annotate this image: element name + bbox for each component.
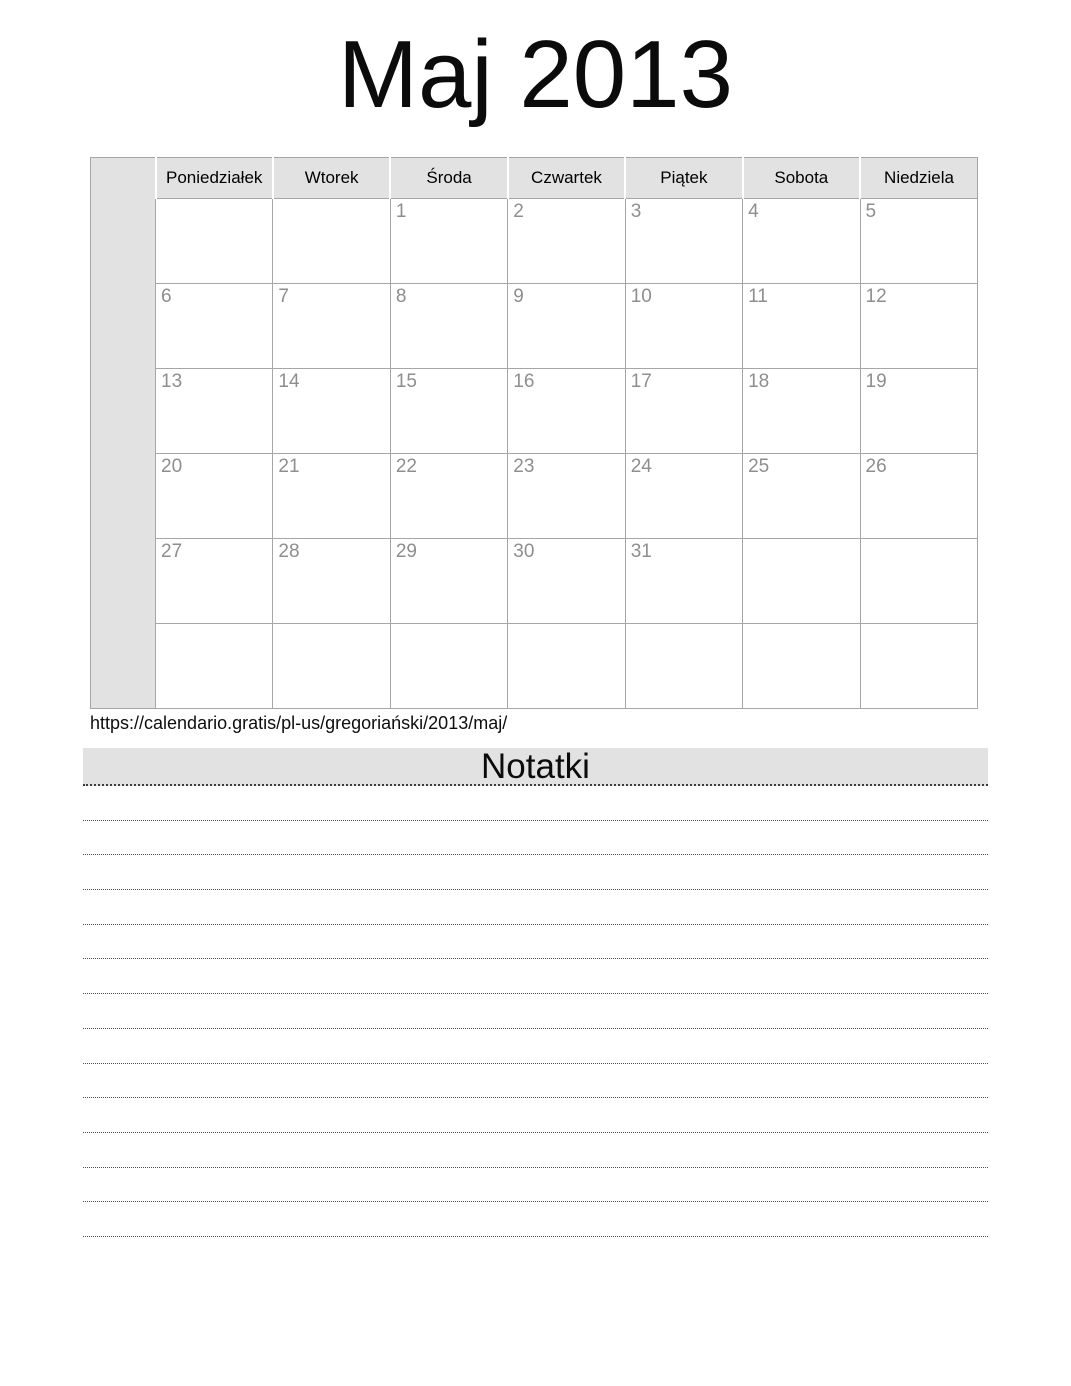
note-rule-line-12 bbox=[83, 1168, 988, 1203]
day-cell-13: 13 bbox=[156, 369, 273, 454]
weekday-header-3: Środa bbox=[390, 158, 507, 199]
week-row-2 bbox=[91, 284, 978, 369]
week-number-column bbox=[91, 158, 156, 709]
day-cell-empty bbox=[508, 624, 625, 709]
note-rule-line-10 bbox=[83, 1098, 988, 1133]
day-cell-empty bbox=[273, 199, 390, 284]
day-cell-11: 11 bbox=[743, 284, 860, 369]
day-cell-10: 10 bbox=[625, 284, 742, 369]
page-title: Maj 2013 bbox=[338, 21, 733, 128]
calendar-table bbox=[90, 157, 978, 709]
day-cell-20: 20 bbox=[156, 454, 273, 539]
note-rule-line-8 bbox=[83, 1029, 988, 1064]
day-cell-empty bbox=[743, 539, 860, 624]
day-cell-empty bbox=[625, 624, 742, 709]
weekday-header-5: Piątek bbox=[625, 158, 742, 199]
day-cell-8: 8 bbox=[390, 284, 507, 369]
weekday-header-4: Czwartek bbox=[508, 158, 625, 199]
day-cell-28: 28 bbox=[273, 539, 390, 624]
day-cell-1: 1 bbox=[390, 199, 507, 284]
note-rule-line-3 bbox=[83, 855, 988, 890]
day-cell-22: 22 bbox=[390, 454, 507, 539]
calendar-table-body bbox=[91, 158, 978, 709]
day-cell-24: 24 bbox=[625, 454, 742, 539]
day-cell-26: 26 bbox=[860, 454, 977, 539]
week-row-1 bbox=[91, 199, 978, 284]
day-cell-9: 9 bbox=[508, 284, 625, 369]
weekday-header-2: Wtorek bbox=[273, 158, 390, 199]
day-cell-4: 4 bbox=[743, 199, 860, 284]
note-rule-line-1 bbox=[83, 786, 988, 821]
week-row-5 bbox=[91, 539, 978, 624]
day-cell-30: 30 bbox=[508, 539, 625, 624]
note-rule-line-7 bbox=[83, 994, 988, 1029]
day-cell-17: 17 bbox=[625, 369, 742, 454]
weekday-header-1: Poniedziałek bbox=[156, 158, 273, 199]
week-row-3 bbox=[91, 369, 978, 454]
day-cell-empty bbox=[860, 624, 977, 709]
note-rule-line-9 bbox=[83, 1064, 988, 1099]
day-cell-empty bbox=[390, 624, 507, 709]
day-cell-21: 21 bbox=[273, 454, 390, 539]
weekday-header-7: Niedziela bbox=[860, 158, 977, 199]
day-cell-18: 18 bbox=[743, 369, 860, 454]
day-cell-7: 7 bbox=[273, 284, 390, 369]
day-cell-23: 23 bbox=[508, 454, 625, 539]
day-cell-27: 27 bbox=[156, 539, 273, 624]
day-cell-16: 16 bbox=[508, 369, 625, 454]
day-cell-12: 12 bbox=[860, 284, 977, 369]
day-cell-15: 15 bbox=[390, 369, 507, 454]
day-cell-empty bbox=[273, 624, 390, 709]
day-cell-29: 29 bbox=[390, 539, 507, 624]
note-rule-line-4 bbox=[83, 890, 988, 925]
day-cell-empty bbox=[156, 624, 273, 709]
day-cell-2: 2 bbox=[508, 199, 625, 284]
day-cell-14: 14 bbox=[273, 369, 390, 454]
source-url: https://calendario.gratis/pl-us/gregoriański/2013/maj/ bbox=[90, 713, 508, 733]
notes-lines bbox=[83, 786, 988, 1237]
day-cell-19: 19 bbox=[860, 369, 977, 454]
notes-header-band bbox=[83, 748, 988, 786]
week-row-6 bbox=[91, 624, 978, 709]
day-cell-5: 5 bbox=[860, 199, 977, 284]
weekday-header-row bbox=[91, 158, 978, 199]
note-rule-line-2 bbox=[83, 821, 988, 856]
notes-title: Notatki bbox=[481, 747, 590, 786]
day-cell-empty bbox=[743, 624, 860, 709]
note-rule-line-13 bbox=[83, 1202, 988, 1237]
day-cell-31: 31 bbox=[625, 539, 742, 624]
day-cell-3: 3 bbox=[625, 199, 742, 284]
day-cell-empty bbox=[860, 539, 977, 624]
calendar bbox=[90, 157, 978, 709]
week-row-4 bbox=[91, 454, 978, 539]
weekday-header-6: Sobota bbox=[743, 158, 860, 199]
note-rule-line-6 bbox=[83, 959, 988, 994]
note-rule-line-5 bbox=[83, 925, 988, 960]
day-cell-empty bbox=[156, 199, 273, 284]
day-cell-25: 25 bbox=[743, 454, 860, 539]
note-rule-line-11 bbox=[83, 1133, 988, 1168]
day-cell-6: 6 bbox=[156, 284, 273, 369]
